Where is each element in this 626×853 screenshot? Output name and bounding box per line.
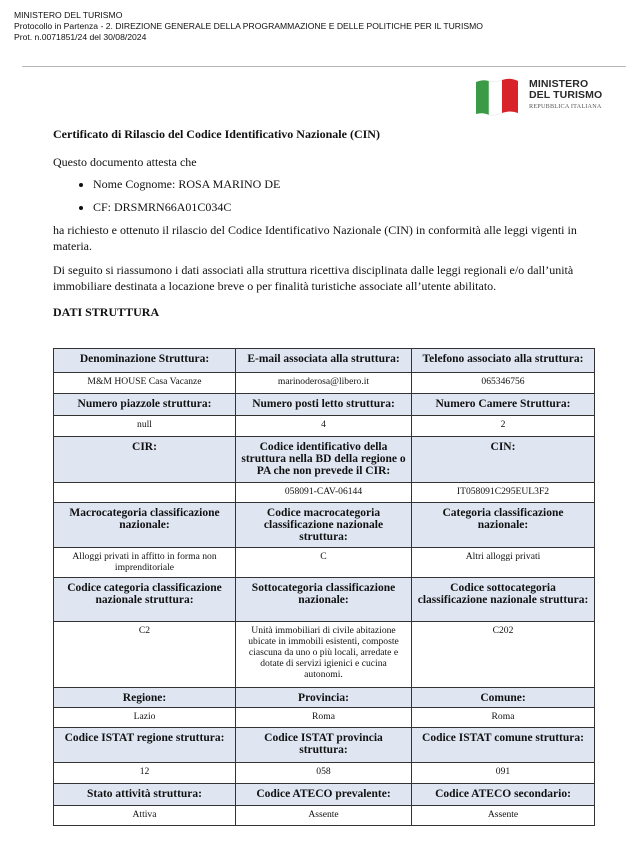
table-value-row [54, 373, 595, 394]
header-ministry: MINISTERO DEL TURISMO [14, 10, 123, 20]
table-header-cell: Sottocategoria classificazione nazionale: [236, 578, 412, 622]
table-value-cell: 091 [412, 763, 595, 784]
table-value-cell: Roma [412, 708, 595, 728]
header-prot-number: Prot. n.0071851/24 del 30/08/2024 [14, 32, 147, 42]
table-value-cell: 2 [412, 416, 595, 437]
table-value-cell: 4 [236, 416, 412, 437]
table-header-cell: E-mail associata alla struttura: [236, 349, 412, 373]
table-value-cell: 065346756 [412, 373, 595, 394]
table-header-cell: Denominazione Struttura: [54, 349, 236, 373]
table-header-cell: Codice sottocategoria classificazione nazionale struttura: [412, 578, 595, 622]
header-divider [22, 66, 626, 67]
table-value-row [54, 548, 595, 578]
paragraph-1: ha richiesto e ottenuto il rilascio del Codice Identificativo Nazionale (CIN) in conformità alle leggi vigenti in materia. [53, 223, 577, 253]
header-protocol: Protocollo in Partenza - 2. DIREZIONE GENERALE DELLA PROGRAMMAZIONE E DELLE POLITICHE PER IL TURISMO [14, 21, 483, 31]
table-value-cell: IT058091C295EUL3F2 [412, 483, 595, 503]
table-header-row [54, 784, 595, 806]
table-value-cell: marinoderosa@libero.it [236, 373, 412, 394]
holder-cf-value: DRSMRN66A01C034C [114, 200, 232, 214]
logo-line-1: MINISTERO [529, 78, 589, 90]
table-value-cell: Roma [236, 708, 412, 728]
table-value-cell: C [236, 548, 412, 578]
table-value-cell: Attiva [54, 806, 236, 826]
table-header-row [54, 728, 595, 763]
italian-flag-icon [474, 76, 520, 116]
table-value-row [54, 416, 595, 437]
table-header-cell: Stato attività struttura: [54, 784, 236, 806]
table-header-cell: Codice categoria classificazione nazionale struttura: [54, 578, 236, 622]
table-header-cell: Codice ISTAT comune struttura: [412, 728, 595, 763]
table-value-row [54, 622, 595, 688]
table-value-cell: M&M HOUSE Casa Vacanze [54, 373, 236, 394]
protocol-header [14, 10, 483, 43]
table-header-cell: Codice ISTAT regione struttura: [54, 728, 236, 763]
table-value-row [54, 708, 595, 728]
table-value-cell: Alloggi privati in affitto in forma non imprenditoriale [54, 548, 236, 578]
table-header-cell: Codice macrocategoria classificazione nazionale struttura: [236, 503, 412, 548]
table-header-cell: Regione: [54, 688, 236, 708]
holder-name-label: Nome Cognome: [93, 177, 179, 191]
table-header-cell: CIN: [412, 437, 595, 483]
table-header-row [54, 578, 595, 622]
logo-line-2: DEL TURISMO [529, 89, 603, 101]
table-header-cell: Categoria classificazione nazionale: [412, 503, 595, 548]
table-value-row [54, 763, 595, 784]
table-header-row [54, 503, 595, 548]
table-value-cell: C202 [412, 622, 595, 688]
table-value-cell: Assente [236, 806, 412, 826]
table-header-cell: Comune: [412, 688, 595, 708]
table-header-cell: Codice identificativo della struttura nella BD della regione o PA che non prevede il CIR: [236, 437, 412, 483]
table-value-cell: null [54, 416, 236, 437]
table-header-cell: Numero Camere Struttura: [412, 394, 595, 416]
holder-cf-label: CF: [93, 200, 115, 214]
section-title: DATI STRUTTURA [53, 305, 160, 319]
table-header-row [54, 437, 595, 483]
intro-text: Questo documento attesta che [53, 155, 197, 169]
ministry-logo [474, 76, 614, 118]
struttura-table [53, 348, 595, 826]
table-value-cell [54, 483, 236, 503]
table-value-cell: Altri alloggi privati [412, 548, 595, 578]
table-value-row [54, 483, 595, 503]
table-header-cell: Provincia: [236, 688, 412, 708]
table-value-cell: Unità immobiliari di civile abitazione ubicate in immobili esistenti, composte ciascuna da uno o più locali, arredate e dotate di servizi igienici e cucina autonomi. [236, 622, 412, 688]
table-header-cell: Numero piazzole struttura: [54, 394, 236, 416]
table-header-cell: Codice ATECO secondario: [412, 784, 595, 806]
table-header-row [54, 394, 595, 416]
paragraph-2: Di seguito si riassumono i dati associati alla struttura ricettiva disciplinata dalle leggi regionali e/o dall’unità immobiliare destinata a locazione breve o per finalità turistiche associate all’utente abilitato. [53, 263, 574, 293]
table-header-row [54, 688, 595, 708]
table-header-cell: Telefono associato alla struttura: [412, 349, 595, 373]
table-header-cell: CIR: [54, 437, 236, 483]
table-value-cell: Lazio [54, 708, 236, 728]
holder-name [93, 176, 601, 192]
holder-list [53, 176, 601, 215]
holder-name-value: ROSA MARINO DE [178, 177, 281, 191]
table-value-cell: C2 [54, 622, 236, 688]
table-header-row [54, 349, 595, 373]
document-body [53, 126, 601, 320]
table-value-row [54, 806, 595, 826]
table-value-cell: 12 [54, 763, 236, 784]
table-header-cell: Numero posti letto struttura: [236, 394, 412, 416]
table-value-cell: 058 [236, 763, 412, 784]
logo-line-3: REPUBBLICA ITALIANA [529, 103, 602, 110]
table-header-cell: Codice ISTAT provincia struttura: [236, 728, 412, 763]
holder-cf [93, 199, 601, 215]
document-title: Certificato di Rilascio del Codice Identificativo Nazionale (CIN) [53, 127, 380, 141]
table-header-cell: Codice ATECO prevalente: [236, 784, 412, 806]
table-header-cell: Macrocategoria classificazione nazionale: [54, 503, 236, 548]
table-value-cell: 058091-CAV-06144 [236, 483, 412, 503]
logo-wordmark [529, 79, 602, 110]
table-value-cell: Assente [412, 806, 595, 826]
